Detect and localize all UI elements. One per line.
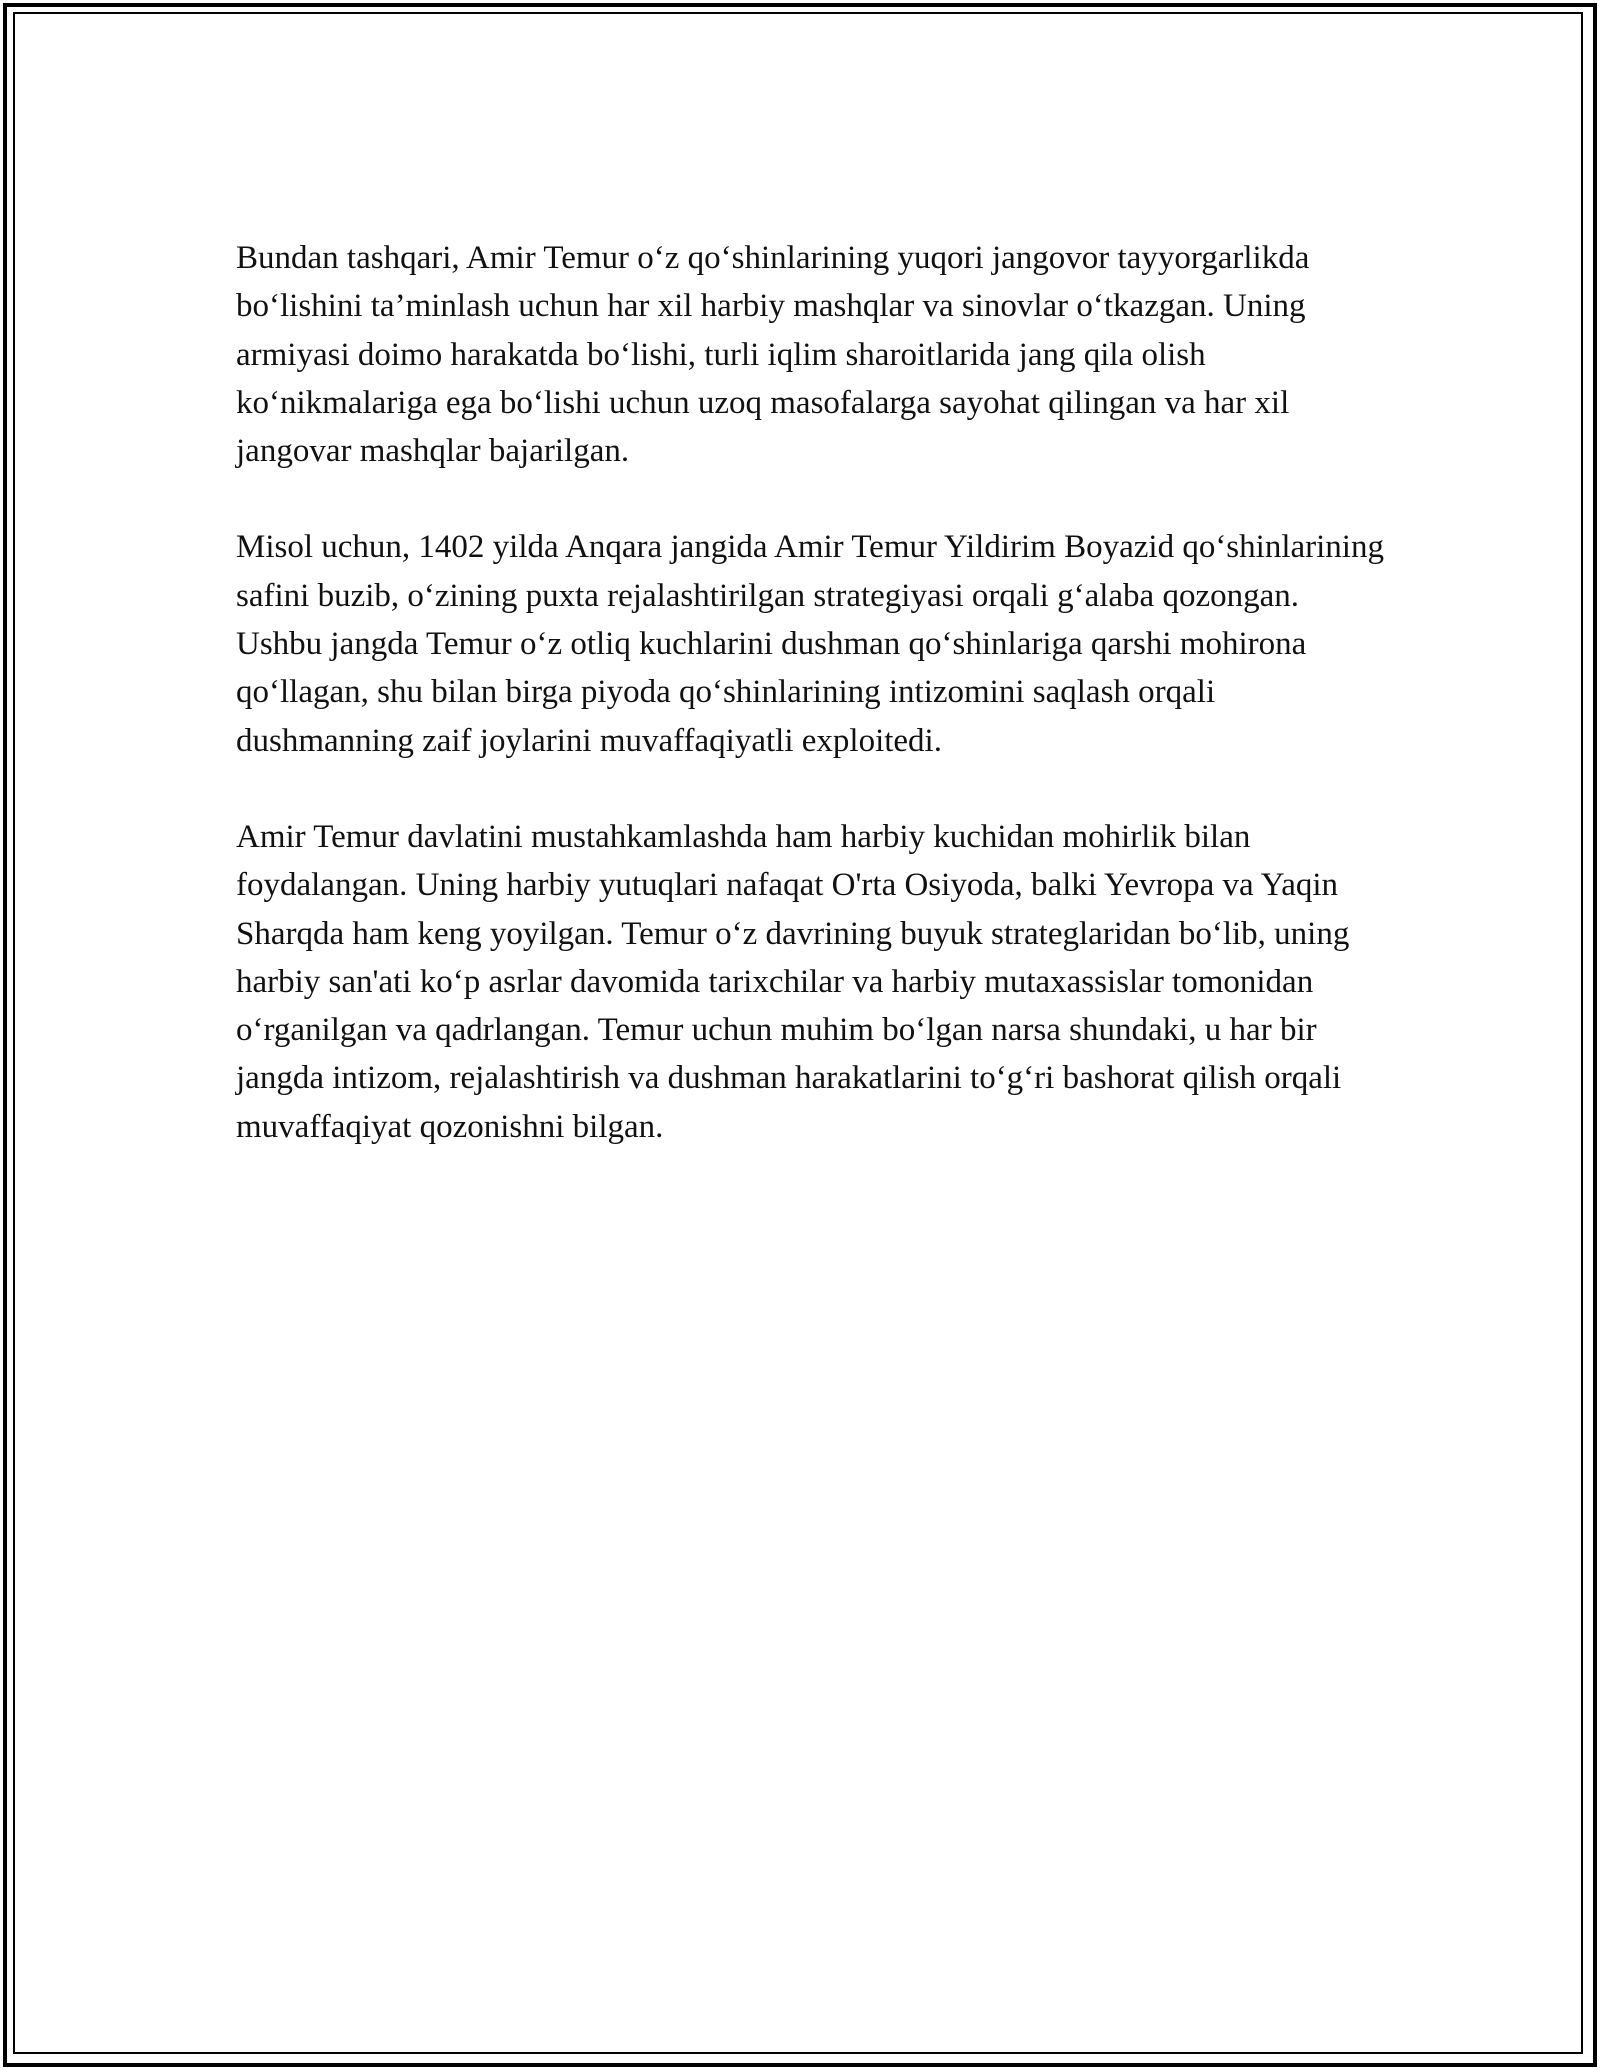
document-body — [236, 234, 1386, 1199]
paragraph-2: Misol uchun, 1402 yilda Anqara jangida Amir Temur Yildirim Boyazid qo‘shinlarining safini buzib, o‘zining puxta rejalashtirilgan strategiyasi orqali g‘alaba qozongan. Ushbu jangda Temur o‘z otliq kuchlarini dushman qo‘shinlariga qarshi mohirona qo‘llagan, shu bilan birga piyoda qo‘shinlarining intizomini saqlash orqali dushmanning zaif joylarini muvaffaqiyatli exploitedi. — [236, 529, 1384, 759]
paragraph-1: Bundan tashqari, Amir Temur o‘z qo‘shinlarining yuqori jangovor tayyorgarlikda bo‘lishini ta’minlash uchun har xil harbiy mashqlar va sinovlar o‘tkazgan. Uning armiyasi doimo harakatda bo‘lishi, turli iqlim sharoitlarida jang qila olish ko‘nikmalariga ega bo‘lishi uchun uzoq masofalarga sayohat qilingan va har xil jangovar mashqlar bajarilgan. — [236, 240, 1310, 470]
paragraph-3: Amir Temur davlatini mustahkamlashda ham harbiy kuchidan mohirlik bilan foydalangan. Uning harbiy yutuqlari nafaqat O'rta Osiyoda, balki Yevropa va Yaqin Sharqda ham keng yoyilgan. Temur o‘z davrining buyuk strateglaridan bo‘lib, uning harbiy san'ati ko‘p asrlar davomida tarixchilar va harbiy mutaxassislar tomonidan o‘rganilgan va qadrlangan. Temur uchun muhim bo‘lgan narsa shundaki, u har bir jangda intizom, rejalashtirish va dushman harakatlarini to‘g‘ri bashorat qilish orqali muvaffaqiyat qozonishni bilgan. — [236, 818, 1350, 1145]
